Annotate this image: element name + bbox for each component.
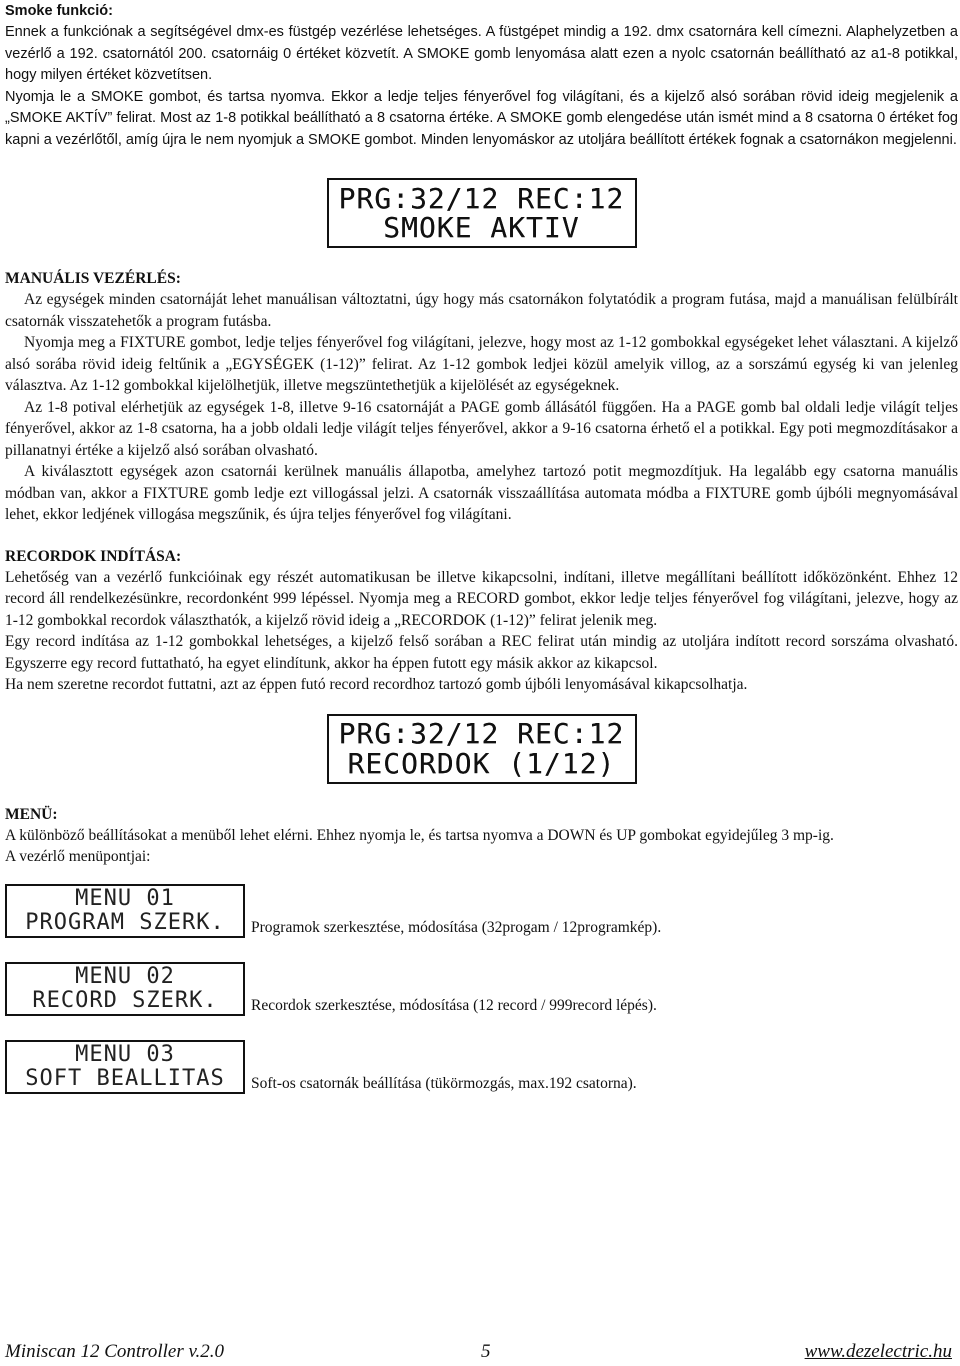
smoke-paragraph-2: Nyomja le a SMOKE gombot, és tartsa nyomva. Ekkor a ledje teljes fényerővel fog világítani, és a kijelző alsó sorában rövid ideig megjelenik a „SMOKE AKTÍV” felirat. Most az 1-8 potikkal beállítható a 8 csatorna értéke. A SMOKE gomb elengedése után ismét mind a 8 csatorna 0 értéket fog kapni a vezérlőtől, amíg újra le nem nyomjuk a SMOKE gombot. Minden lenyomáskor az utoljára beállított értékek fognak a csatornákon megjelenni. (5, 88, 958, 148)
document-page (5, 0, 958, 1094)
menu-item (5, 1040, 958, 1094)
page-footer (5, 1341, 952, 1363)
footer-document-title: Miniscan 12 Controller v.2.0 (5, 1341, 225, 1362)
manual-paragraph-4: A kiválasztott egységek azon csatornái kerülnek manuális állapotba, amelyhez tartozó potit megmozdítjuk. Ha legalább egy csatorna manuális módban van, akkor a FIXTURE gomb ledje ezt villogással jelzi. A csatornák visszaállítása automata módba a FIXTURE gomb újbóli megnyomásával lehet, ekkor ledjének villogása megszűnik, és újra teljes fényerővel fog világítani. (5, 463, 958, 523)
manual-section (5, 268, 958, 526)
manual-paragraph-3: Az 1-8 potival elérhetjük az egységek 1-8, illetve 9-16 csatornáját a PAGE gomb állásától függően. Ha a PAGE gomb bal oldali ledje világít teljes fényerővel, akkor az 1-8 csatorna, ha a jobb oldali ledje világít teljes fényerővel, akkor a 9-16 csatorna érhető el a potikkal. Egy poti megmozdításakor a pillanatnyi értéke a kijelző alsó sorában olvasható. (5, 398, 958, 459)
lcd-line-2: SMOKE AKTIV (383, 211, 580, 244)
manual-paragraph-1: Az egységek minden csatornáját lehet manuálisan változtatni, úgy hogy más csatornákon folytatódik a program futása, majd a manuálisan felülbírált csatornák visszatehetők a program futásba. (5, 291, 958, 330)
manual-heading: MANUÁLIS VEZÉRLÉS: (5, 270, 181, 287)
record-paragraph-2: Egy record indítása az 1-12 gombokkal lehetséges, a kijelző felső sorában a REC felirat után mindig az utoljára indított record sorszáma olvasható. Egyszerre egy record futtatható, ha egyet elindítunk, akkor ha éppen futott egy másik akkor az kikapcsol. (5, 633, 958, 672)
record-heading: RECORDOK INDÍTÁSA: (5, 547, 182, 565)
lcd-display-smoke (327, 178, 637, 248)
menu-paragraph-1: A különböző beállításokat a menüből lehet elérni. Ehhez nyomja le, és tartsa nyomva a DOWN és UP gombokat egyidejűleg 3 mp-ig. (5, 826, 834, 844)
menu-paragraph-2: A vezérlő menüpontjai: (5, 848, 151, 865)
lcd-line-1: PRG:32/12 REC:12 (338, 717, 625, 751)
smoke-heading: Smoke funkció: (5, 3, 113, 19)
smoke-section (5, 1, 958, 248)
footer-website-link[interactable]: www.dezelectric.hu (804, 1341, 952, 1362)
menu-item (5, 884, 958, 938)
page-number: 5 (481, 1341, 491, 1362)
menu-section (5, 804, 958, 1094)
lcd-line-1: MENU 03 (75, 1042, 175, 1068)
lcd-line-2: SOFT BEALLITAS (25, 1065, 225, 1091)
menu-item (5, 962, 958, 1016)
record-section (5, 546, 958, 784)
lcd-line-1: MENU 01 (75, 886, 175, 912)
lcd-line-2: PROGRAM SZERK. (25, 909, 225, 935)
lcd-display-menu-03 (5, 1040, 245, 1094)
lcd-line-1: PRG:32/12 REC:12 (338, 181, 625, 215)
lcd-line-1: MENU 02 (75, 964, 175, 990)
record-paragraph-3: Ha nem szeretne recordot futtatni, azt az éppen futó record recordhoz tartozó gomb újbóli lenyomásával kikapcsolhatja. (5, 676, 748, 693)
menu-item-description: Soft-os csatornák beállítása (tükörmozgás, max.192 csatorna). (251, 1074, 637, 1092)
record-paragraph-1: Lehetőség van a vezérlő funkcióinak egy részét automatikusan be illetve kikapcsolni, indítani, illetve megállítani beállított időközönként. Ehhez 12 record áll rendelkezésünkre, recordonként 999 lépéssel. Nyomja meg a RECORD gombot, ekkor ledje teljes fényerővel fog világítani, jelezve, hogy az 1-12 gombokkal recordok választhatók, a kijelző rövid ideig a „RECORDOK (1-12)” felirat jelenik meg. (5, 568, 958, 629)
menu-heading: MENÜ: (5, 805, 58, 823)
smoke-paragraph-1: Ennek a funkciónak a segítségével dmx-es füstgép vezérlése lehetséges. A füstgépet mindig a 192. dmx csatornára kell címezni. Alaphelyzetben a vezérlő a 192. csatornától 200. csatornáig 0 értéket közvetít. A SMOKE gomb lenyomása alatt ezen a nyolc csatornán beállítható az a1-8 potikkal, hogy milyen értéket közvetítsen. (5, 24, 958, 83)
menu-item-description: Programok szerkesztése, módosítása (32progam / 12programkép). (251, 918, 662, 936)
manual-paragraph-2: Nyomja meg a FIXTURE gombot, ledje teljes fényerővel fog világítani, jelezve, hogy most az 1-12 gombokkal egységeket lehet választani. A kijelző alsó sorába rövid ideig feltűnik a „EGYSÉGEK (1-12)” felirat. Az 1-12 gombok ledjei közül amelyik villog, az a sorszámú egység ki van jelenleg választva. Az 1-12 gombokkal kijelölhetjük, illetve megszüntethetjük a kijelölését az egységeknek. (5, 334, 958, 394)
lcd-display-record (327, 714, 637, 784)
lcd-line-2: RECORD SZERK. (32, 987, 218, 1013)
lcd-display-menu-02 (5, 962, 245, 1016)
lcd-display-menu-01 (5, 884, 245, 938)
lcd-line-2: RECORDOK (1/12) (347, 746, 616, 780)
menu-item-description: Recordok szerkesztése, módosítása (12 record / 999record lépés). (251, 996, 657, 1014)
